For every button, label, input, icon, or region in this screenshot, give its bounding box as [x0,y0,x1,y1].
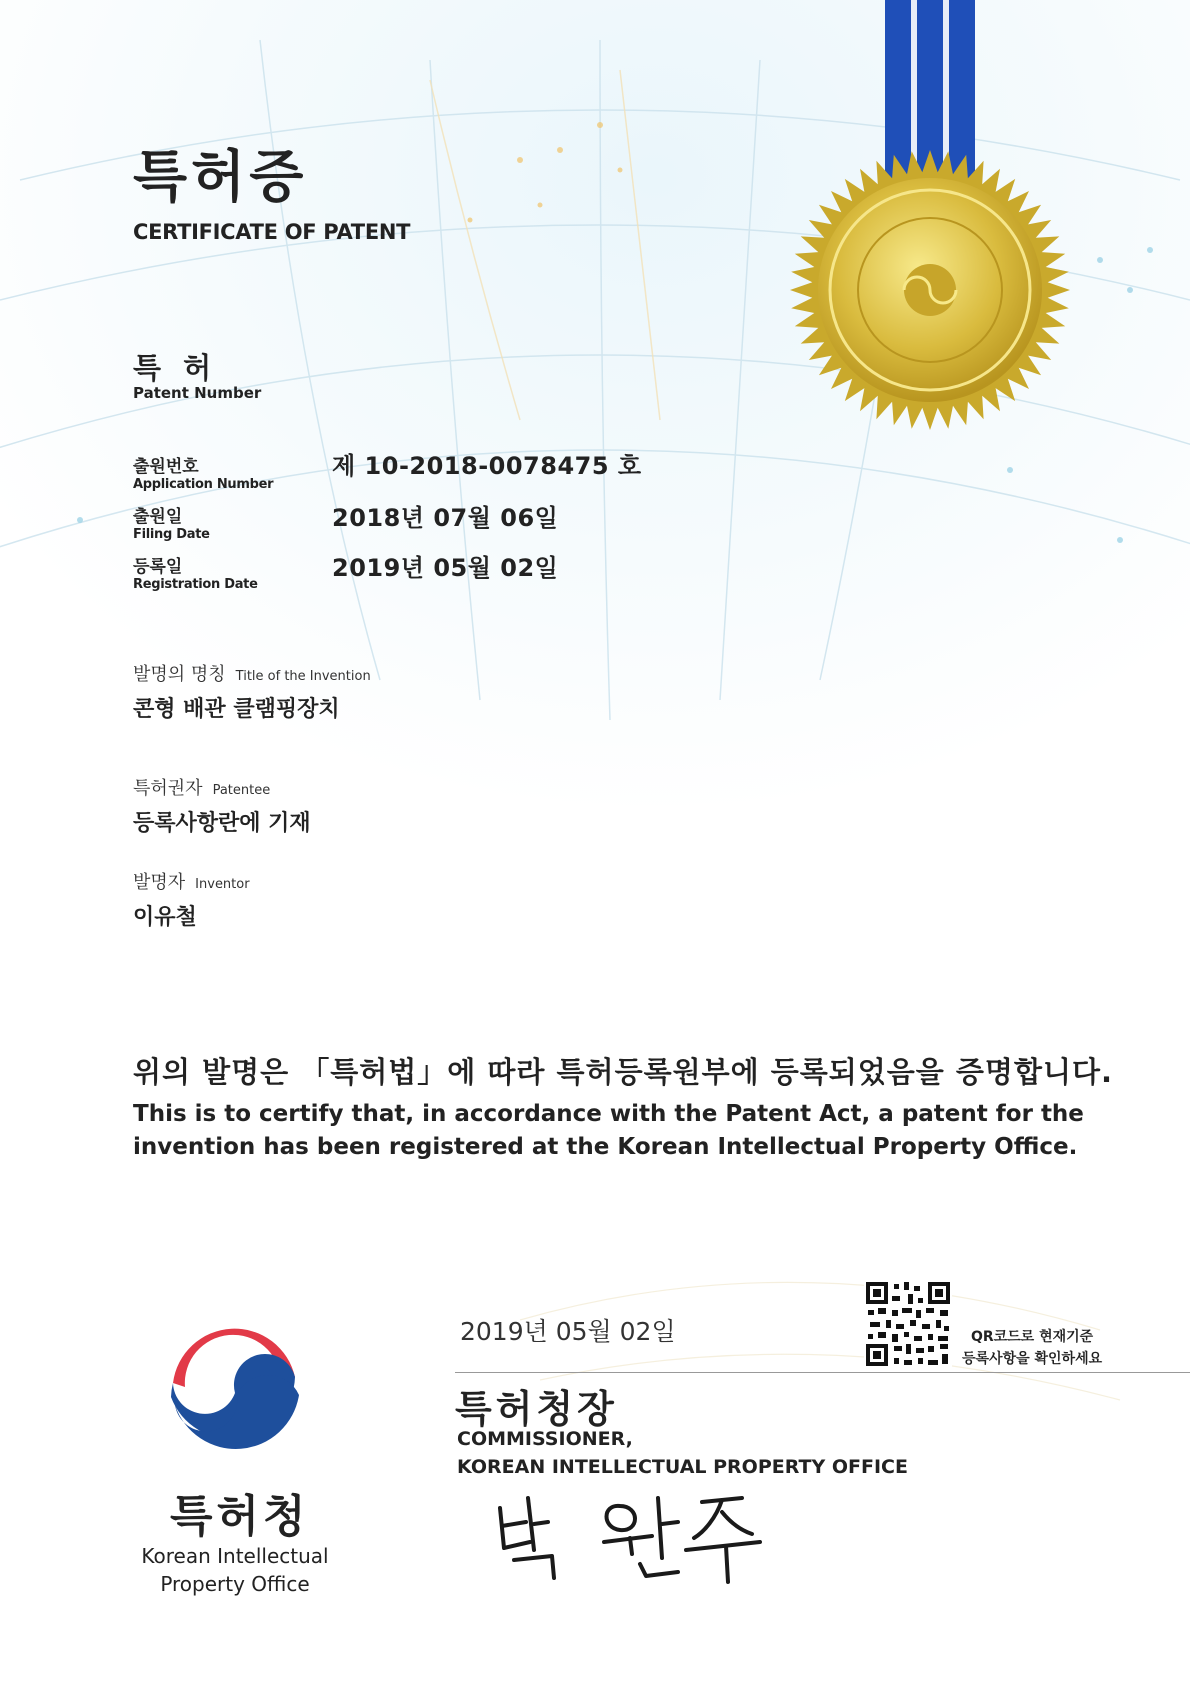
qr-note [962,1326,1102,1370]
signature-divider [455,1372,1190,1373]
patentee-section [133,774,311,837]
qr-note-line2: 등록사항을 확인하세요 [962,1351,1103,1367]
certification-text-english: This is to certify that, in accordance with the Patent Act, a patent for the invention has been registered at the Korean Intellectual Property Office. [133,1101,1084,1160]
section-label-english: Patentee [212,783,271,798]
section-label-korean: 특허권자 [133,778,203,799]
organization-name-line2: Property Office [160,1572,310,1596]
filing-date-value: 2018년 07월 06일 [332,504,559,532]
organization-name-line1: Korean Intellectual [141,1544,329,1568]
certificate-title-korean: 특허증 [133,145,308,210]
organization-name-korean: 특허청 [170,1491,310,1542]
gold-seal-icon [780,0,1100,450]
section-label-korean: 발명자 [133,872,186,893]
issue-date: 2019년 05월 02일 [460,1317,676,1346]
section-label-english: Inventor [195,877,250,892]
patentee-value: 등록사항란에 기재 [133,811,311,836]
handwritten-signature [490,1478,790,1588]
section-label-english: Title of the Invention [235,669,371,684]
filing-date-field [133,502,210,542]
patent-number-label-english: Patent Number [133,384,262,402]
qr-note-line1: QR코드로 현재기준 [970,1329,1094,1345]
field-label-korean: 등록일 [133,557,183,577]
inventor-section [133,868,250,931]
application-number-value: 제 10-2018-0078475 호 [332,452,642,480]
commissioner-title-korean: 특허청장 [455,1387,618,1431]
commissioner-title-english [457,1425,908,1481]
field-label-korean: 출원일 [133,507,183,527]
certification-text-korean: 위의 발명은 「특허법」에 따라 특허등록원부에 등록되었음을 증명합니다. [133,1055,1114,1089]
field-label-english: Filing Date [133,527,210,542]
field-label-english: Registration Date [133,577,258,592]
organization-name-english [130,1542,340,1598]
commissioner-title-line2: KOREAN INTELLECTUAL PROPERTY OFFICE [457,1456,908,1478]
registration-date-value: 2019년 05월 02일 [332,554,559,582]
section-label-korean: 발명의 명칭 [133,664,226,685]
field-label-korean: 출원번호 [133,457,199,477]
inventor-value: 이유철 [133,905,197,930]
certificate-title-english: CERTIFICATE OF PATENT [133,220,411,244]
qr-code-icon[interactable] [864,1280,952,1368]
application-number-field [133,452,273,492]
invention-title-section [133,660,371,723]
commissioner-title-line1: COMMISSIONER, [457,1428,633,1450]
invention-title-value: 콘형 배관 클램핑장치 [133,697,340,722]
field-label-english: Application Number [133,477,274,492]
patent-number-label-korean: 특 허 [133,351,218,385]
taegeuk-logo-icon [162,1318,308,1464]
registration-date-field [133,552,258,592]
